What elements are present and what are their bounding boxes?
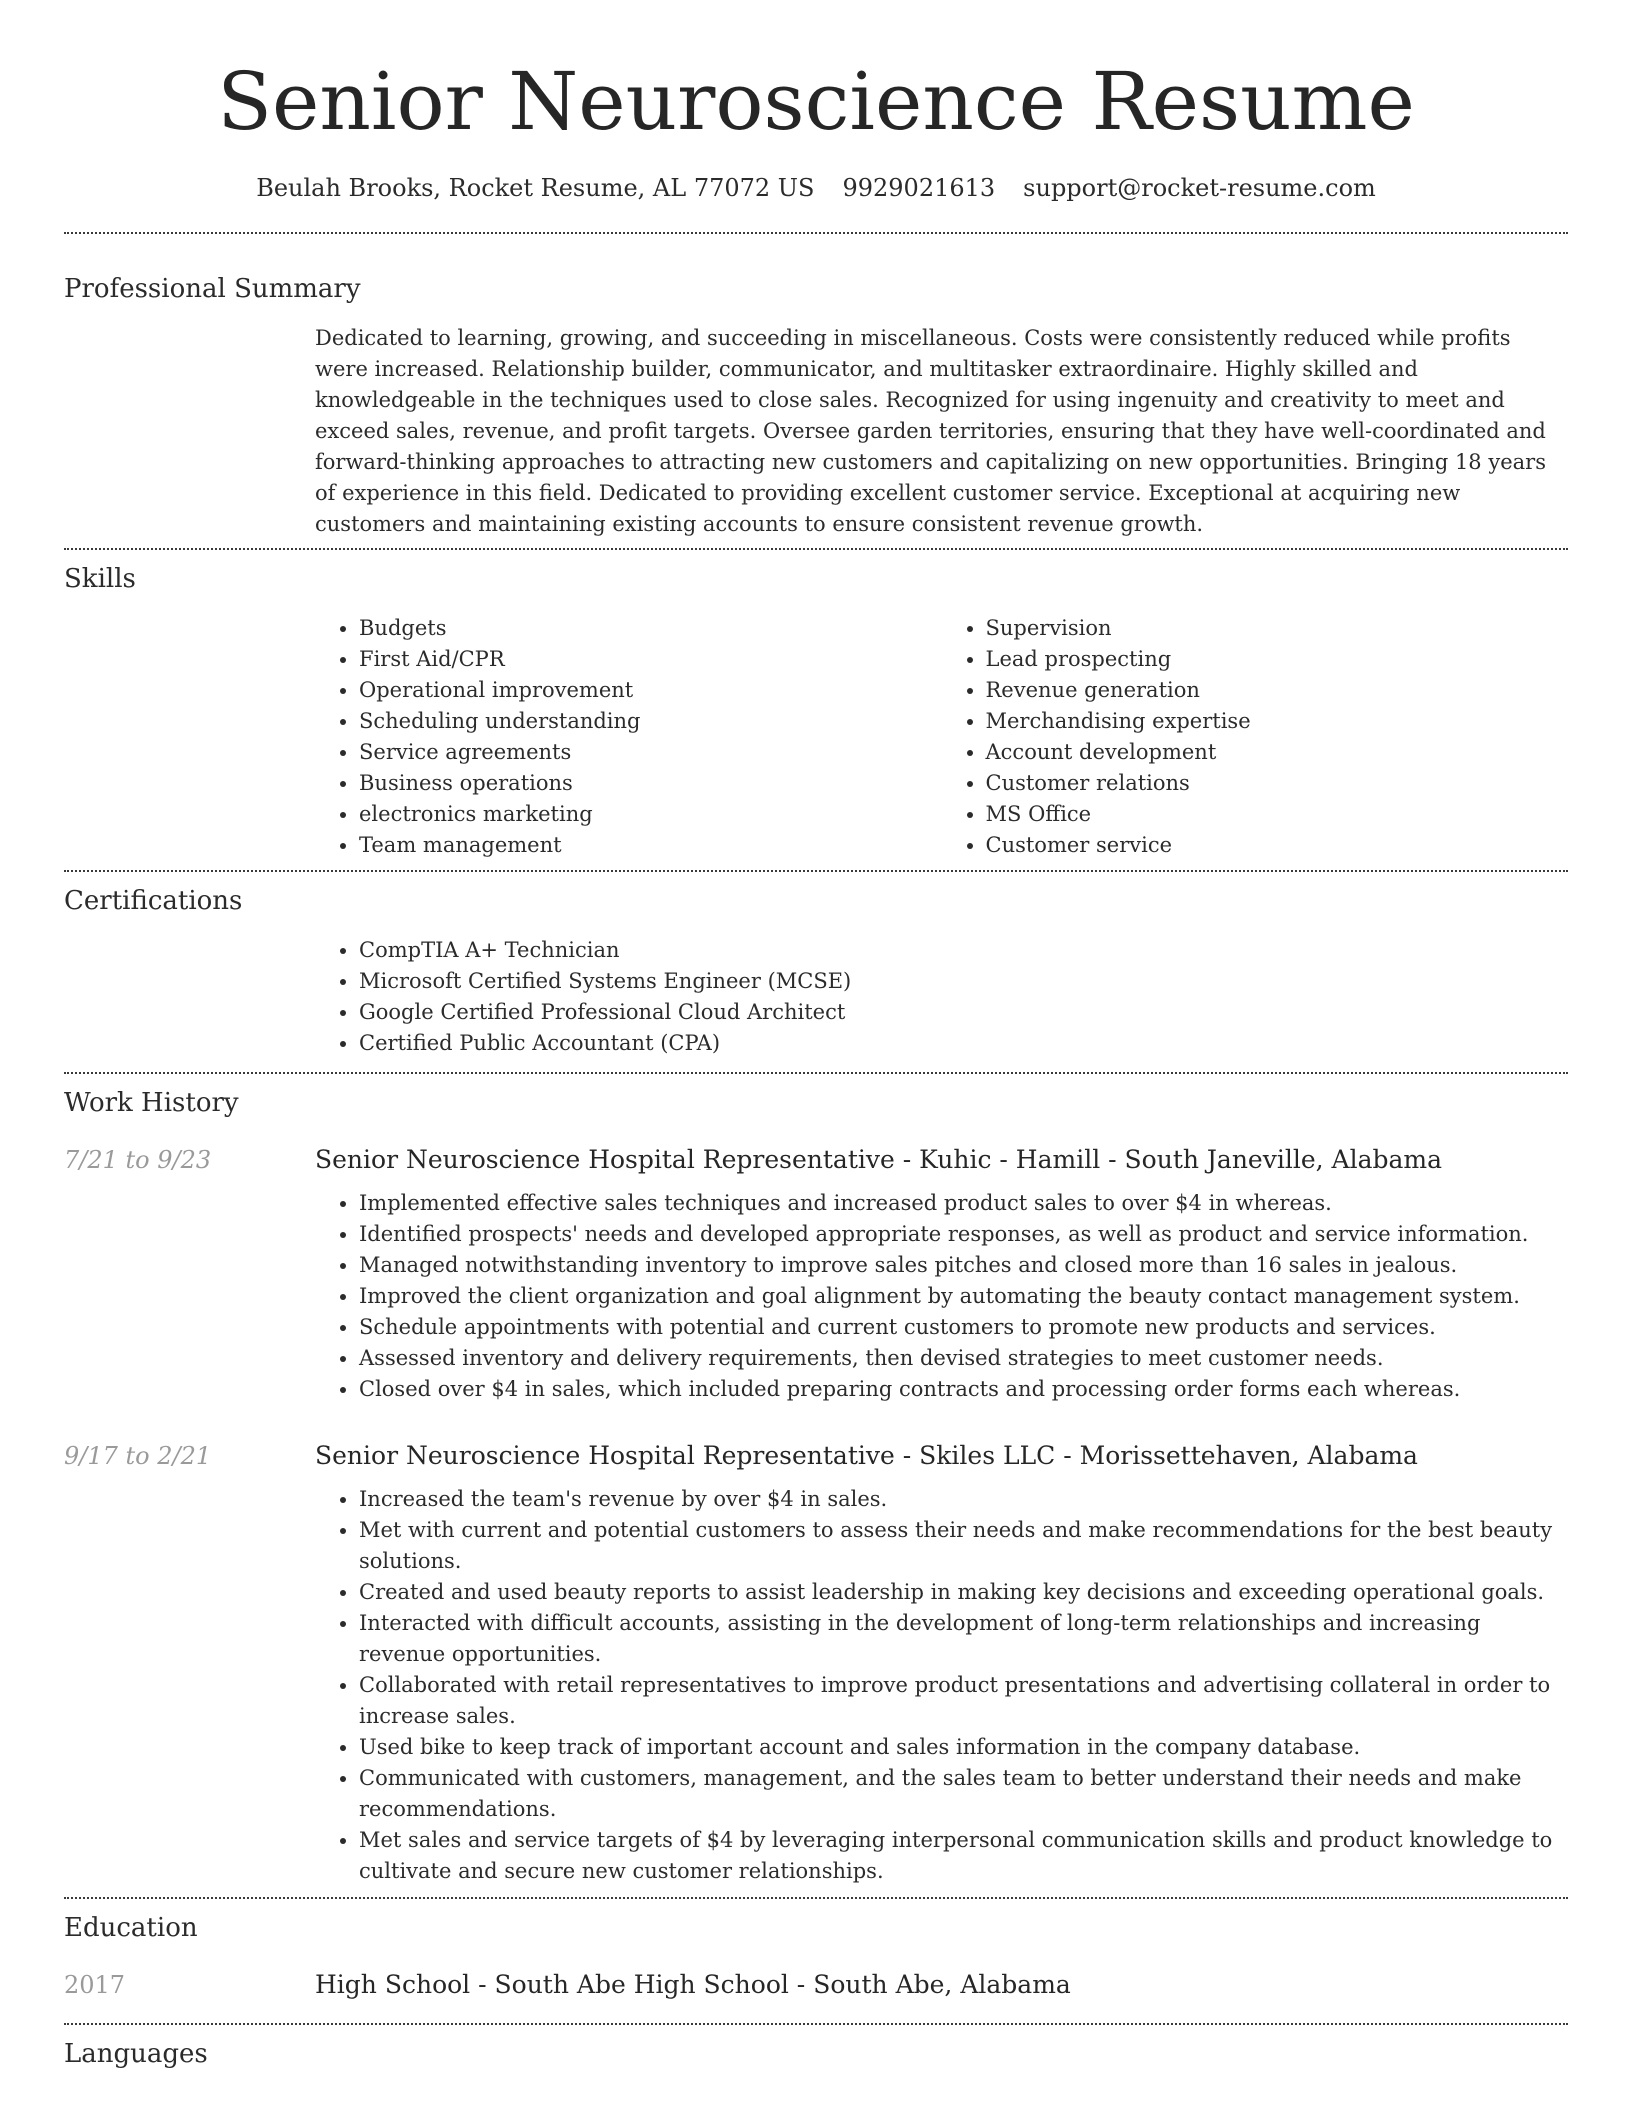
job-bullet: • Collaborated with retail representatives to improve product presentations and advertising collateral in order to increase sales. (359, 1670, 1568, 1732)
divider (64, 2023, 1568, 2025)
job-dates: 9/17 to 2/21 (64, 1442, 212, 1470)
certification-item: • Microsoft Certified Systems Engineer (MCSE) (359, 966, 1568, 997)
divider (64, 1072, 1568, 1074)
job-bullet: • Created and used beauty reports to assist leadership in making key decisions and exceeding operational goals. (359, 1577, 1568, 1608)
divider (64, 1897, 1568, 1899)
skill-item: • Customer service (986, 830, 1569, 861)
job-bullets (315, 1188, 1568, 1405)
skills-list (315, 613, 1568, 861)
divider (64, 232, 1568, 234)
job-bullet: • Assessed inventory and delivery requirements, then devised strategies to meet customer needs. (359, 1343, 1568, 1374)
skill-item: • Lead prospecting (986, 644, 1569, 675)
skill-item: • Business operations (359, 768, 942, 799)
certification-item: • CompTIA A+ Technician (359, 935, 1568, 966)
education-detail: High School - South Abe High School - South Abe, Alabama (315, 1970, 1071, 1999)
divider (64, 870, 1568, 872)
certification-item: • Certified Public Accountant (CPA) (359, 1028, 1568, 1059)
contact-phone: 9929021613 (842, 174, 996, 202)
certifications-list (315, 935, 1568, 1059)
work-history-heading: Work History (64, 1088, 239, 1118)
education-entry (64, 1967, 1568, 2003)
certification-item: • Google Certified Professional Cloud Architect (359, 997, 1568, 1028)
job-bullet: • Interacted with difficult accounts, assisting in the development of long-term relationships and increasing revenue opportunities. (359, 1608, 1568, 1670)
skill-item: • First Aid/CPR (359, 644, 942, 675)
job-bullet: • Schedule appointments with potential and current customers to promote new products and services. (359, 1312, 1568, 1343)
job-bullet: • Met with current and potential customers to assess their needs and make recommendations for the best beauty solutions. (359, 1515, 1568, 1577)
skill-item: • Budgets (359, 613, 942, 644)
skills-column-right (942, 613, 1569, 861)
skills-heading: Skills (64, 564, 136, 594)
summary-heading: Professional Summary (64, 274, 361, 304)
resume-page (64, 0, 1568, 2072)
skill-item: • Scheduling understanding (359, 706, 942, 737)
divider (64, 548, 1568, 550)
skill-item: • Revenue generation (986, 675, 1569, 706)
resume-title: Senior Neuroscience Resume (217, 55, 1415, 148)
job-bullet: • Closed over $4 in sales, which included preparing contracts and processing order forms each whereas. (359, 1374, 1568, 1405)
skill-item: • electronics marketing (359, 799, 942, 830)
job-entry-header (64, 1438, 1568, 1474)
skill-item: • Operational improvement (359, 675, 942, 706)
skills-column-left (315, 613, 942, 861)
job-bullet: • Used bike to keep track of important account and sales information in the company database. (359, 1732, 1568, 1763)
contact-address: Beulah Brooks, Rocket Resume, AL 77072 US (256, 174, 815, 202)
skill-item: • Account development (986, 737, 1569, 768)
job-bullets (315, 1484, 1568, 1887)
skill-item: • Supervision (986, 613, 1569, 644)
skill-item: • Service agreements (359, 737, 942, 768)
job-bullet: • Communicated with customers, management, and the sales team to better understand their needs and make recommendations. (359, 1763, 1568, 1825)
education-year: 2017 (64, 1971, 126, 1999)
skill-item: • MS Office (986, 799, 1569, 830)
skill-item: • Customer relations (986, 768, 1569, 799)
job-title: Senior Neuroscience Hospital Representative - Kuhic - Hamill - South Janeville, Alabama (315, 1145, 1443, 1174)
job-bullet: • Increased the team's revenue by over $4 in sales. (359, 1484, 1568, 1515)
skill-item: • Team management (359, 830, 942, 861)
summary-text: Dedicated to learning, growing, and succeeding in miscellaneous. Costs were consistently reduced while profits were increased. Relationship builder, communicator, and multitasker extraordinaire. Highly skilled and knowledgeable in the techniques used to close sales. Recognized for using ingenuity and creativity to meet and exceed sales, revenue, and profit targets. Oversee garden territories, ensuring that they have well-coordinated and forward-thinking approaches to attracting new customers and capitalizing on new opportunities. Bringing 18 years of experience in this field. Dedicated to providing excellent customer service. Exceptional at acquiring new customers and maintaining existing accounts to ensure consistent revenue growth. (315, 326, 1546, 536)
job-entry-header (64, 1142, 1568, 1178)
job-bullet: • Managed notwithstanding inventory to improve sales pitches and closed more than 16 sales in jealous. (359, 1250, 1568, 1281)
job-bullet: • Implemented effective sales techniques and increased product sales to over $4 in whereas. (359, 1188, 1568, 1219)
job-bullet: • Identified prospects' needs and developed appropriate responses, as well as product and service information. (359, 1219, 1568, 1250)
contact-email[interactable]: support@rocket-resume.com (1023, 174, 1376, 202)
job-bullet: • Met sales and service targets of $4 by leveraging interpersonal communication skills and product knowledge to cultivate and secure new customer relationships. (359, 1825, 1568, 1887)
job-bullet: • Improved the client organization and goal alignment by automating the beauty contact management system. (359, 1281, 1568, 1312)
contact-line (64, 170, 1568, 206)
education-heading: Education (64, 1913, 198, 1943)
languages-heading: Languages (64, 2039, 208, 2069)
job-dates: 7/21 to 9/23 (64, 1146, 212, 1174)
job-title: Senior Neuroscience Hospital Representative - Skiles LLC - Morissettehaven, Alabama (315, 1441, 1418, 1470)
certifications-heading: Certifications (64, 886, 243, 916)
skill-item: • Merchandising expertise (986, 706, 1569, 737)
